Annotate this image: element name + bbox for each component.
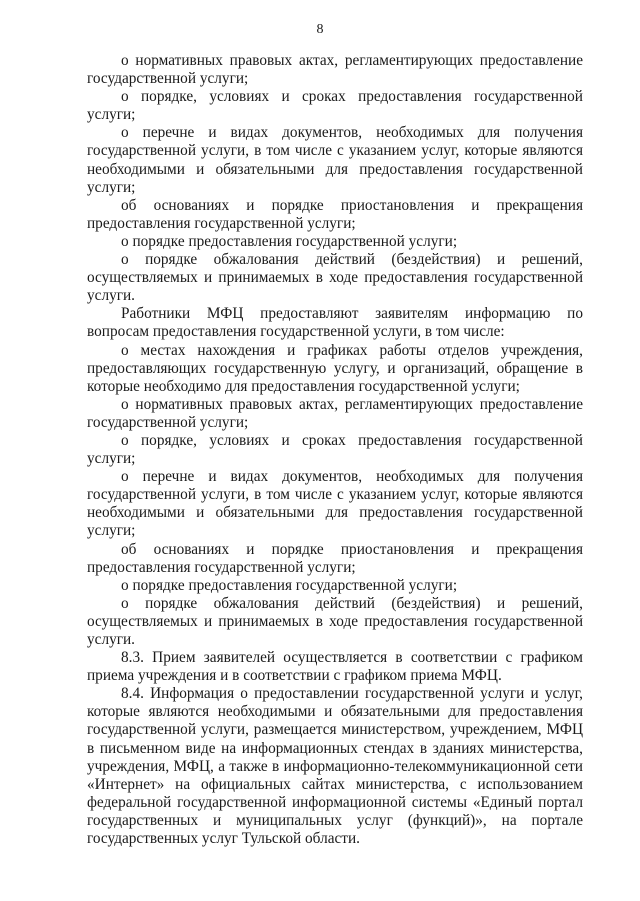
paragraph-legal-acts: о нормативных правовых актах, регламентирующих предоставление государственной услуги; xyxy=(87,52,583,88)
paragraph-section-8-4: 8.4. Информация о предоставлении государственной услуги и услуг, которые являются необходимыми и обязательными для предоставления государственной услуги, размещается министерством, учреждением, МФЦ в письменном виде на информационных стендах в зданиях министерства, учреждения, МФЦ, а также в информационно-телекоммуникационной сети «Интернет» на официальных сайтах министерства, с использованием федеральной государственной информационной системы «Единый портал государственных и муниципальных услуг (функций)», на портале государственных услуг Тульской области. xyxy=(87,685,583,848)
paragraph-procedure-terms: о порядке, условиях и сроках предоставления государственной услуги; xyxy=(87,88,583,124)
paragraph-procedure-terms-2: о порядке, условиях и сроках предоставления государственной услуги; xyxy=(87,431,583,468)
paragraph-documents-list-2: о перечне и видах документов, необходимых для получения государственной услуги, в том числе с указанием услуг, которые являются необходимыми и обязательными для предоставления государственной услуги; xyxy=(87,468,583,540)
paragraph-appeal-order: о порядке обжалования действий (бездействия) и решений, осуществляемых и принимаемых в ходе предоставления государственной услуги. xyxy=(87,251,583,305)
paragraph-legal-acts-2: о нормативных правовых актах, регламентирующих предоставление государственной услуги; xyxy=(87,395,583,431)
paragraph-provision-order: о порядке предоставления государственной услуги; xyxy=(121,232,458,250)
paragraph-provision-order-2: о порядке предоставления государственной услуги; xyxy=(121,576,458,594)
paragraph-mfc-info-intro: Работники МФЦ предоставляют заявителям информацию по вопросам предоставления государственной услуги, в том числе: xyxy=(87,305,583,341)
page-number: 8 xyxy=(316,22,324,37)
paragraph-suspension-grounds-2: об основаниях и порядке приостановления и прекращения предоставления государственной услуги; xyxy=(87,540,583,576)
document-body xyxy=(87,52,583,848)
paragraph-section-8-3: 8.3. Прием заявителей осуществляется в соответствии с графиком приема учреждения и в соответствии с графиком приема МФЦ. xyxy=(87,649,583,685)
paragraph-locations-schedules: о местах нахождения и графиках работы отделов учреждения, предоставляющих государственную услугу, и организаций, обращение в которые необходимо для предоставления государственной услуги; xyxy=(87,341,583,395)
paragraph-suspension-grounds: об основаниях и порядке приостановления и прекращения предоставления государственной услуги; xyxy=(87,196,583,232)
paragraph-documents-list: о перечне и видах документов, необходимых для получения государственной услуги, в том числе с указанием услуг, которые являются необходимыми и обязательными для предоставления государственной услуги; xyxy=(87,124,583,196)
paragraph-appeal-order-2: о порядке обжалования действий (бездействия) и решений, осуществляемых и принимаемых в ходе предоставления государственной услуги. xyxy=(87,594,583,648)
